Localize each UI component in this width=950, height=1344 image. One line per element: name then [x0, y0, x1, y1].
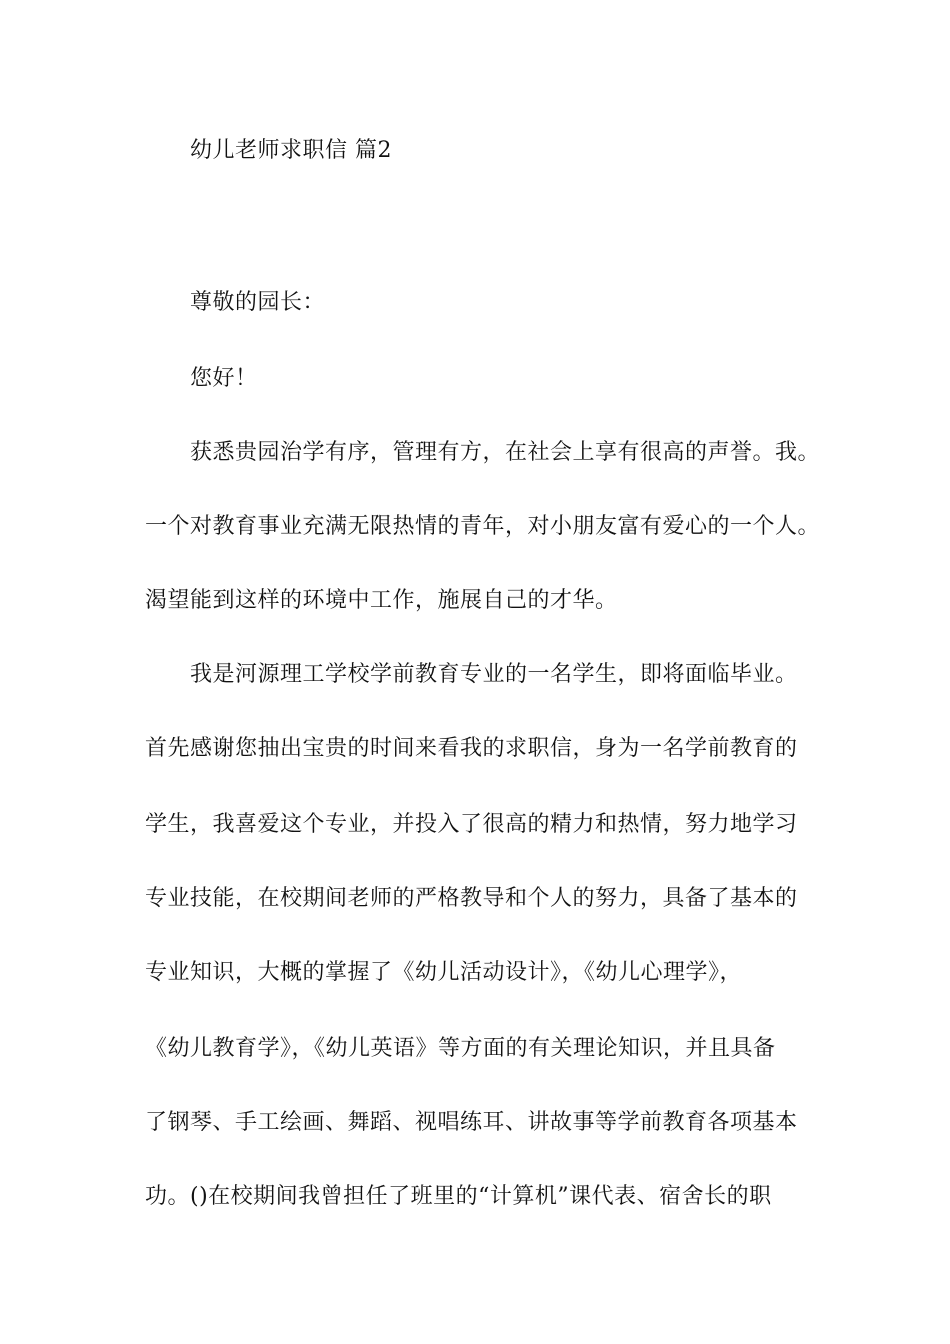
paragraph-line: 我是河源理工学校学前教育专业的一名学生，即将面临毕业。 — [190, 662, 798, 687]
paragraph-line: 了钢琴、手工绘画、舞蹈、视唱练耳、讲故事等学前教育各项基本 — [145, 1110, 798, 1135]
paragraph-line: 获悉贵园治学有序，管理有方，在社会上享有很高的声誉。我。 — [190, 440, 821, 465]
paragraph-line: 渴望能到这样的环境中工作，施展自己的才华。 — [145, 588, 618, 613]
paragraph-line: 《幼儿教育学》，《幼儿英语》等方面的有关理论知识，并且具备 — [145, 1036, 776, 1061]
paragraph-line: 学生，我喜爱这个专业，并投入了很高的精力和热情，努力地学习 — [145, 812, 798, 837]
paragraph-line: 首先感谢您抽出宝贵的时间来看我的求职信，身为一名学前教育的 — [145, 736, 798, 761]
greeting: 您好！ — [190, 366, 258, 391]
paragraph-line: 专业知识，大概的掌握了《幼儿活动设计》，《幼儿心理学》， — [145, 960, 743, 985]
paragraph-line: 专业技能，在校期间老师的严格教导和个人的努力，具备了基本的 — [145, 886, 798, 911]
document-title: 幼儿老师求职信 篇2 — [190, 138, 392, 163]
paragraph-line: 一个对教育事业充满无限热情的青年，对小朋友富有爱心的一个人。 — [145, 514, 821, 539]
paragraph-line: 功。()在校期间我曾担任了班里的“计算机”课代表、宿舍长的职 — [145, 1184, 772, 1209]
salutation: 尊敬的园长： — [190, 290, 326, 315]
